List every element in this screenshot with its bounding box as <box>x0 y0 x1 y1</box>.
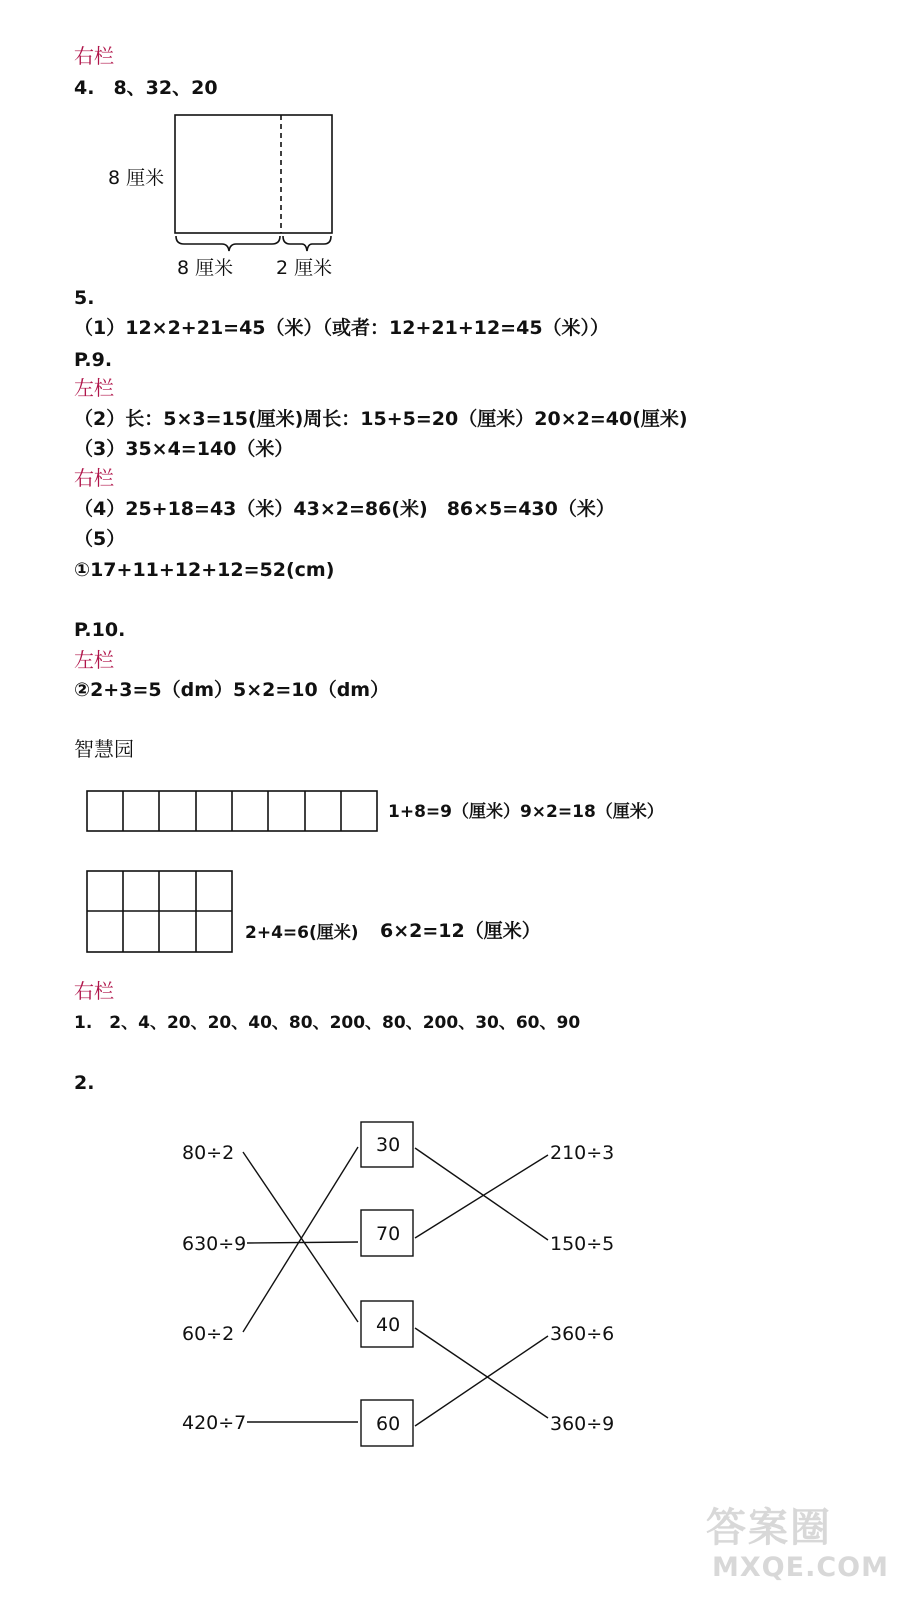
link-70-210div3 <box>415 1155 548 1238</box>
right-expr-1: 210÷3 <box>550 1142 615 1164</box>
section-heading-left-column-2: 左栏 <box>74 648 114 672</box>
answer-rc-1: 1. 2、4、20、20、40、80、200、80、200、30、60、90 <box>74 1013 581 1033</box>
section-heading-right-column: 右栏 <box>74 44 114 68</box>
grid-2x4 <box>87 871 232 952</box>
answer-p9-3: （3）35×4=140（米） <box>74 438 294 460</box>
rect-width-label-1: 8 厘米 <box>177 257 234 279</box>
link-60-360div6 <box>415 1336 548 1426</box>
section-heading-left-column: 左栏 <box>74 376 114 400</box>
answer-p9-5a: ①17+11+12+12=52(cm) <box>74 559 335 581</box>
watermark-logo: 答案圈 <box>706 1505 832 1551</box>
link-80div2-40 <box>243 1152 358 1322</box>
answer-rc-2: 2. <box>74 1072 95 1094</box>
middle-value-3: 40 <box>376 1314 401 1336</box>
section-heading-right-column-2: 右栏 <box>74 466 114 490</box>
answer-p9-4: （4）25+18=43（米）43×2=86(米) 86×5=430（米） <box>74 498 615 520</box>
link-630div9-70 <box>247 1242 358 1243</box>
answer-p10-2: ②2+3=5（dm）5×2=10（dm） <box>74 679 390 701</box>
link-60div2-30 <box>243 1147 358 1332</box>
left-expr-2: 630÷9 <box>182 1233 247 1255</box>
brace-8cm <box>176 236 280 251</box>
answer-p9-5: （5） <box>74 528 126 550</box>
left-expr-4: 420÷7 <box>182 1412 247 1434</box>
rectangle-outline <box>175 115 332 233</box>
left-expr-3: 60÷2 <box>182 1323 235 1345</box>
section-heading-right-column-3: 右栏 <box>74 979 114 1003</box>
right-expr-2: 150÷5 <box>550 1233 615 1255</box>
wisdom-heading: 智慧园 <box>74 737 134 761</box>
brace-2cm <box>283 236 331 251</box>
rect-height-label: 8 厘米 <box>108 167 165 189</box>
grid-1x8 <box>87 791 377 831</box>
answer-q5-1: （1）12×2+21=45（米）（或者：12+21+12=45（米）） <box>74 317 610 339</box>
wisdom-answer-2b: 6×2=12（厘米） <box>380 920 541 942</box>
right-expr-3: 360÷6 <box>550 1323 615 1345</box>
answer-q4: 4. 8、32、20 <box>74 77 218 99</box>
wisdom-answer-2a: 2+4=6(厘米) <box>245 923 359 943</box>
left-expr-1: 80÷2 <box>182 1142 235 1164</box>
link-30-150div5 <box>415 1148 548 1240</box>
watermark-site: MXQE.COM <box>712 1552 889 1583</box>
wisdom-answer-1: 1+8=9（厘米）9×2=18（厘米） <box>388 802 664 822</box>
middle-value-4: 60 <box>376 1413 401 1435</box>
middle-value-2: 70 <box>376 1223 401 1245</box>
link-40-360div9 <box>415 1328 548 1418</box>
middle-value-1: 30 <box>376 1134 401 1156</box>
answer-q5: 5. <box>74 287 95 309</box>
page-label-p9: P.9. <box>74 349 113 371</box>
page-label-p10: P.10. <box>74 619 126 641</box>
answer-p9-2: （2）长：5×3=15(厘米)周长：15+5=20（厘米）20×2=40(厘米) <box>74 408 688 430</box>
right-expr-4: 360÷9 <box>550 1413 615 1435</box>
rect-width-label-2: 2 厘米 <box>276 257 333 279</box>
